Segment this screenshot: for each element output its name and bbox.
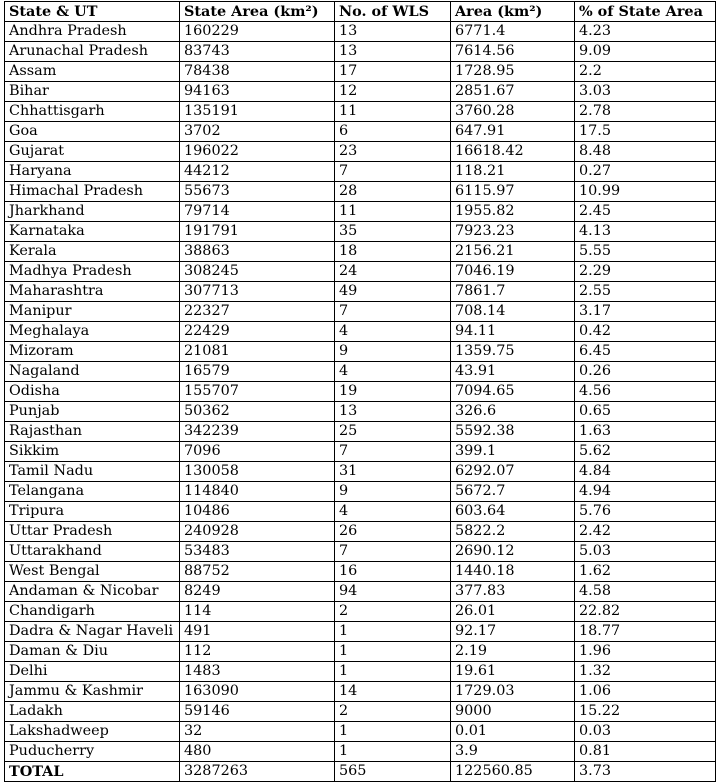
cell-state-area: 50362 [180, 402, 335, 422]
cell-no-of-wls: 35 [335, 222, 451, 242]
cell-state-area: 16579 [180, 362, 335, 382]
cell-no-of-wls: 94 [335, 582, 451, 602]
table-row [5, 142, 716, 162]
cell-no-of-wls: 19 [335, 382, 451, 402]
cell-percent-state-area: 18.77 [575, 622, 716, 642]
table-row [5, 102, 716, 122]
cell-no-of-wls: 2 [335, 602, 451, 622]
cell-state-area: 78438 [180, 62, 335, 82]
cell-state-area: 112 [180, 642, 335, 662]
cell-state-ut: Kerala [5, 242, 180, 262]
table-row [5, 222, 716, 242]
cell-no-of-wls: 25 [335, 422, 451, 442]
cell-state-area: 307713 [180, 282, 335, 302]
cell-percent-state-area: 15.22 [575, 702, 716, 722]
cell-state-ut: Jharkhand [5, 202, 180, 222]
cell-state-ut: Meghalaya [5, 322, 180, 342]
cell-no-of-wls: 7 [335, 542, 451, 562]
table-row [5, 502, 716, 522]
cell-state-ut: Goa [5, 122, 180, 142]
cell-state-ut: Rajasthan [5, 422, 180, 442]
cell-no-of-wls: 23 [335, 142, 451, 162]
cell-state-ut: Assam [5, 62, 180, 82]
cell-percent-state-area: 1.63 [575, 422, 716, 442]
cell-wls-area: 603.64 [451, 502, 575, 522]
cell-state-area: 155707 [180, 382, 335, 402]
cell-state-area: 191791 [180, 222, 335, 242]
cell-state-ut: Punjab [5, 402, 180, 422]
header-wls-area: Area (km²) [451, 2, 575, 22]
cell-percent-state-area: 6.45 [575, 342, 716, 362]
cell-state-ut: Maharashtra [5, 282, 180, 302]
table-row [5, 742, 716, 762]
cell-state-ut: Dadra & Nagar Haveli [5, 622, 180, 642]
table-row [5, 62, 716, 82]
cell-state-area: 22429 [180, 322, 335, 342]
cell-percent-state-area: 0.42 [575, 322, 716, 342]
cell-no-of-wls: 7 [335, 162, 451, 182]
cell-state-area: 491 [180, 622, 335, 642]
cell-percent-state-area: 17.5 [575, 122, 716, 142]
cell-no-of-wls: 1 [335, 722, 451, 742]
cell-state-area: 44212 [180, 162, 335, 182]
cell-wls-area: 7861.7 [451, 282, 575, 302]
cell-percent-state-area: 0.27 [575, 162, 716, 182]
total-cell-wls-area: 122560.85 [451, 762, 575, 782]
cell-no-of-wls: 26 [335, 522, 451, 542]
cell-percent-state-area: 0.26 [575, 362, 716, 382]
cell-percent-state-area: 4.58 [575, 582, 716, 602]
cell-percent-state-area: 5.76 [575, 502, 716, 522]
cell-state-area: 8249 [180, 582, 335, 602]
table-row [5, 702, 716, 722]
cell-percent-state-area: 4.56 [575, 382, 716, 402]
cell-wls-area: 92.17 [451, 622, 575, 642]
cell-wls-area: 6771.4 [451, 22, 575, 42]
cell-percent-state-area: 4.94 [575, 482, 716, 502]
cell-no-of-wls: 18 [335, 242, 451, 262]
cell-wls-area: 16618.42 [451, 142, 575, 162]
cell-state-area: 480 [180, 742, 335, 762]
cell-state-area: 21081 [180, 342, 335, 362]
table-row [5, 682, 716, 702]
cell-state-ut: Arunachal Pradesh [5, 42, 180, 62]
cell-state-area: 114 [180, 602, 335, 622]
cell-wls-area: 26.01 [451, 602, 575, 622]
cell-no-of-wls: 2 [335, 702, 451, 722]
cell-state-ut: Andaman & Nicobar [5, 582, 180, 602]
header-state-area: State Area (km²) [180, 2, 335, 22]
cell-no-of-wls: 7 [335, 302, 451, 322]
total-cell-no-of-wls: 565 [335, 762, 451, 782]
cell-state-area: 79714 [180, 202, 335, 222]
cell-state-ut: Gujarat [5, 142, 180, 162]
cell-percent-state-area: 2.55 [575, 282, 716, 302]
cell-wls-area: 647.91 [451, 122, 575, 142]
table-row [5, 482, 716, 502]
cell-state-ut: Manipur [5, 302, 180, 322]
cell-state-area: 196022 [180, 142, 335, 162]
cell-wls-area: 0.01 [451, 722, 575, 742]
table-row [5, 202, 716, 222]
cell-state-area: 59146 [180, 702, 335, 722]
cell-percent-state-area: 0.65 [575, 402, 716, 422]
cell-state-area: 55673 [180, 182, 335, 202]
cell-wls-area: 6292.07 [451, 462, 575, 482]
cell-percent-state-area: 1.32 [575, 662, 716, 682]
cell-state-ut: Odisha [5, 382, 180, 402]
total-row [5, 762, 716, 782]
table-body [5, 22, 716, 782]
cell-wls-area: 7046.19 [451, 262, 575, 282]
table-row [5, 422, 716, 442]
cell-percent-state-area: 2.42 [575, 522, 716, 542]
cell-no-of-wls: 9 [335, 342, 451, 362]
cell-percent-state-area: 4.13 [575, 222, 716, 242]
cell-state-area: 22327 [180, 302, 335, 322]
cell-percent-state-area: 5.62 [575, 442, 716, 462]
cell-percent-state-area: 3.03 [575, 82, 716, 102]
cell-state-ut: Andhra Pradesh [5, 22, 180, 42]
table-row [5, 382, 716, 402]
cell-state-area: 88752 [180, 562, 335, 582]
cell-state-area: 135191 [180, 102, 335, 122]
cell-no-of-wls: 17 [335, 62, 451, 82]
cell-state-ut: Puducherry [5, 742, 180, 762]
cell-percent-state-area: 8.48 [575, 142, 716, 162]
cell-no-of-wls: 7 [335, 442, 451, 462]
table-row [5, 362, 716, 382]
cell-wls-area: 7094.65 [451, 382, 575, 402]
header-no-of-wls: No. of WLS [335, 2, 451, 22]
cell-wls-area: 1955.82 [451, 202, 575, 222]
cell-state-area: 342239 [180, 422, 335, 442]
cell-percent-state-area: 4.84 [575, 462, 716, 482]
cell-state-ut: Haryana [5, 162, 180, 182]
cell-state-ut: West Bengal [5, 562, 180, 582]
cell-no-of-wls: 1 [335, 642, 451, 662]
header-state-ut: State & UT [5, 2, 180, 22]
cell-wls-area: 5592.38 [451, 422, 575, 442]
cell-state-ut: Uttarakhand [5, 542, 180, 562]
table-row [5, 82, 716, 102]
cell-wls-area: 3760.28 [451, 102, 575, 122]
cell-no-of-wls: 4 [335, 362, 451, 382]
wildlife-sanctuaries-table [4, 1, 716, 782]
table-row [5, 662, 716, 682]
cell-state-ut: Chandigarh [5, 602, 180, 622]
table-row [5, 262, 716, 282]
cell-wls-area: 19.61 [451, 662, 575, 682]
table-row [5, 42, 716, 62]
cell-state-ut: Madhya Pradesh [5, 262, 180, 282]
cell-no-of-wls: 6 [335, 122, 451, 142]
cell-wls-area: 377.83 [451, 582, 575, 602]
cell-no-of-wls: 12 [335, 82, 451, 102]
table-row [5, 402, 716, 422]
cell-state-area: 160229 [180, 22, 335, 42]
cell-state-area: 32 [180, 722, 335, 742]
table-row [5, 182, 716, 202]
cell-wls-area: 2.19 [451, 642, 575, 662]
cell-wls-area: 1440.18 [451, 562, 575, 582]
cell-wls-area: 6115.97 [451, 182, 575, 202]
table-row [5, 542, 716, 562]
cell-state-area: 3702 [180, 122, 335, 142]
table-row [5, 242, 716, 262]
cell-percent-state-area: 10.99 [575, 182, 716, 202]
cell-state-ut: Chhattisgarh [5, 102, 180, 122]
cell-wls-area: 3.9 [451, 742, 575, 762]
cell-state-ut: Delhi [5, 662, 180, 682]
total-cell-percent-state-area: 3.73 [575, 762, 716, 782]
cell-state-area: 7096 [180, 442, 335, 462]
cell-state-area: 38863 [180, 242, 335, 262]
table-row [5, 282, 716, 302]
table-row [5, 122, 716, 142]
cell-no-of-wls: 13 [335, 402, 451, 422]
cell-state-ut: Telangana [5, 482, 180, 502]
cell-wls-area: 9000 [451, 702, 575, 722]
cell-no-of-wls: 1 [335, 742, 451, 762]
cell-state-ut: Tripura [5, 502, 180, 522]
cell-state-area: 83743 [180, 42, 335, 62]
table-row [5, 622, 716, 642]
cell-state-ut: Bihar [5, 82, 180, 102]
cell-state-ut: Sikkim [5, 442, 180, 462]
cell-wls-area: 5822.2 [451, 522, 575, 542]
cell-wls-area: 326.6 [451, 402, 575, 422]
cell-no-of-wls: 1 [335, 662, 451, 682]
cell-state-ut: Nagaland [5, 362, 180, 382]
cell-state-area: 240928 [180, 522, 335, 542]
cell-wls-area: 1359.75 [451, 342, 575, 362]
cell-state-ut: Mizoram [5, 342, 180, 362]
table-row [5, 162, 716, 182]
cell-state-ut: Himachal Pradesh [5, 182, 180, 202]
cell-wls-area: 399.1 [451, 442, 575, 462]
cell-state-ut: Uttar Pradesh [5, 522, 180, 542]
cell-percent-state-area: 1.06 [575, 682, 716, 702]
cell-wls-area: 118.21 [451, 162, 575, 182]
total-cell-state-ut: TOTAL [5, 762, 180, 782]
cell-wls-area: 5672.7 [451, 482, 575, 502]
cell-wls-area: 7614.56 [451, 42, 575, 62]
cell-no-of-wls: 49 [335, 282, 451, 302]
cell-state-area: 130058 [180, 462, 335, 482]
cell-no-of-wls: 14 [335, 682, 451, 702]
cell-wls-area: 2156.21 [451, 242, 575, 262]
cell-state-area: 10486 [180, 502, 335, 522]
cell-wls-area: 43.91 [451, 362, 575, 382]
cell-state-ut: Karnataka [5, 222, 180, 242]
cell-percent-state-area: 2.2 [575, 62, 716, 82]
cell-percent-state-area: 22.82 [575, 602, 716, 622]
table-row [5, 562, 716, 582]
cell-state-area: 114840 [180, 482, 335, 502]
cell-no-of-wls: 24 [335, 262, 451, 282]
cell-percent-state-area: 2.45 [575, 202, 716, 222]
table-row [5, 582, 716, 602]
table-row [5, 22, 716, 42]
cell-state-area: 1483 [180, 662, 335, 682]
cell-wls-area: 1729.03 [451, 682, 575, 702]
cell-state-ut: Lakshadweep [5, 722, 180, 742]
cell-no-of-wls: 28 [335, 182, 451, 202]
cell-no-of-wls: 1 [335, 622, 451, 642]
cell-wls-area: 708.14 [451, 302, 575, 322]
cell-state-area: 94163 [180, 82, 335, 102]
table-row [5, 462, 716, 482]
cell-no-of-wls: 4 [335, 322, 451, 342]
cell-percent-state-area: 4.23 [575, 22, 716, 42]
cell-percent-state-area: 1.62 [575, 562, 716, 582]
cell-percent-state-area: 2.78 [575, 102, 716, 122]
header-percent-state-area: % of State Area [575, 2, 716, 22]
table-row [5, 342, 716, 362]
cell-percent-state-area: 0.03 [575, 722, 716, 742]
cell-state-ut: Jammu & Kashmir [5, 682, 180, 702]
cell-wls-area: 2851.67 [451, 82, 575, 102]
cell-wls-area: 94.11 [451, 322, 575, 342]
cell-no-of-wls: 4 [335, 502, 451, 522]
cell-wls-area: 2690.12 [451, 542, 575, 562]
cell-percent-state-area: 5.03 [575, 542, 716, 562]
cell-state-ut: Ladakh [5, 702, 180, 722]
cell-state-area: 163090 [180, 682, 335, 702]
cell-no-of-wls: 11 [335, 102, 451, 122]
table-row [5, 522, 716, 542]
cell-state-area: 53483 [180, 542, 335, 562]
table-row [5, 442, 716, 462]
cell-state-area: 308245 [180, 262, 335, 282]
cell-percent-state-area: 5.55 [575, 242, 716, 262]
cell-no-of-wls: 13 [335, 22, 451, 42]
table-row [5, 302, 716, 322]
cell-no-of-wls: 16 [335, 562, 451, 582]
cell-wls-area: 7923.23 [451, 222, 575, 242]
cell-percent-state-area: 3.17 [575, 302, 716, 322]
cell-percent-state-area: 1.96 [575, 642, 716, 662]
table-row [5, 722, 716, 742]
cell-no-of-wls: 11 [335, 202, 451, 222]
total-cell-state-area: 3287263 [180, 762, 335, 782]
table-row [5, 602, 716, 622]
cell-no-of-wls: 9 [335, 482, 451, 502]
cell-no-of-wls: 31 [335, 462, 451, 482]
cell-percent-state-area: 2.29 [575, 262, 716, 282]
cell-wls-area: 1728.95 [451, 62, 575, 82]
header-row [5, 2, 716, 22]
table-row [5, 642, 716, 662]
cell-percent-state-area: 0.81 [575, 742, 716, 762]
cell-no-of-wls: 13 [335, 42, 451, 62]
cell-state-ut: Tamil Nadu [5, 462, 180, 482]
cell-state-ut: Daman & Diu [5, 642, 180, 662]
cell-percent-state-area: 9.09 [575, 42, 716, 62]
table-row [5, 322, 716, 342]
